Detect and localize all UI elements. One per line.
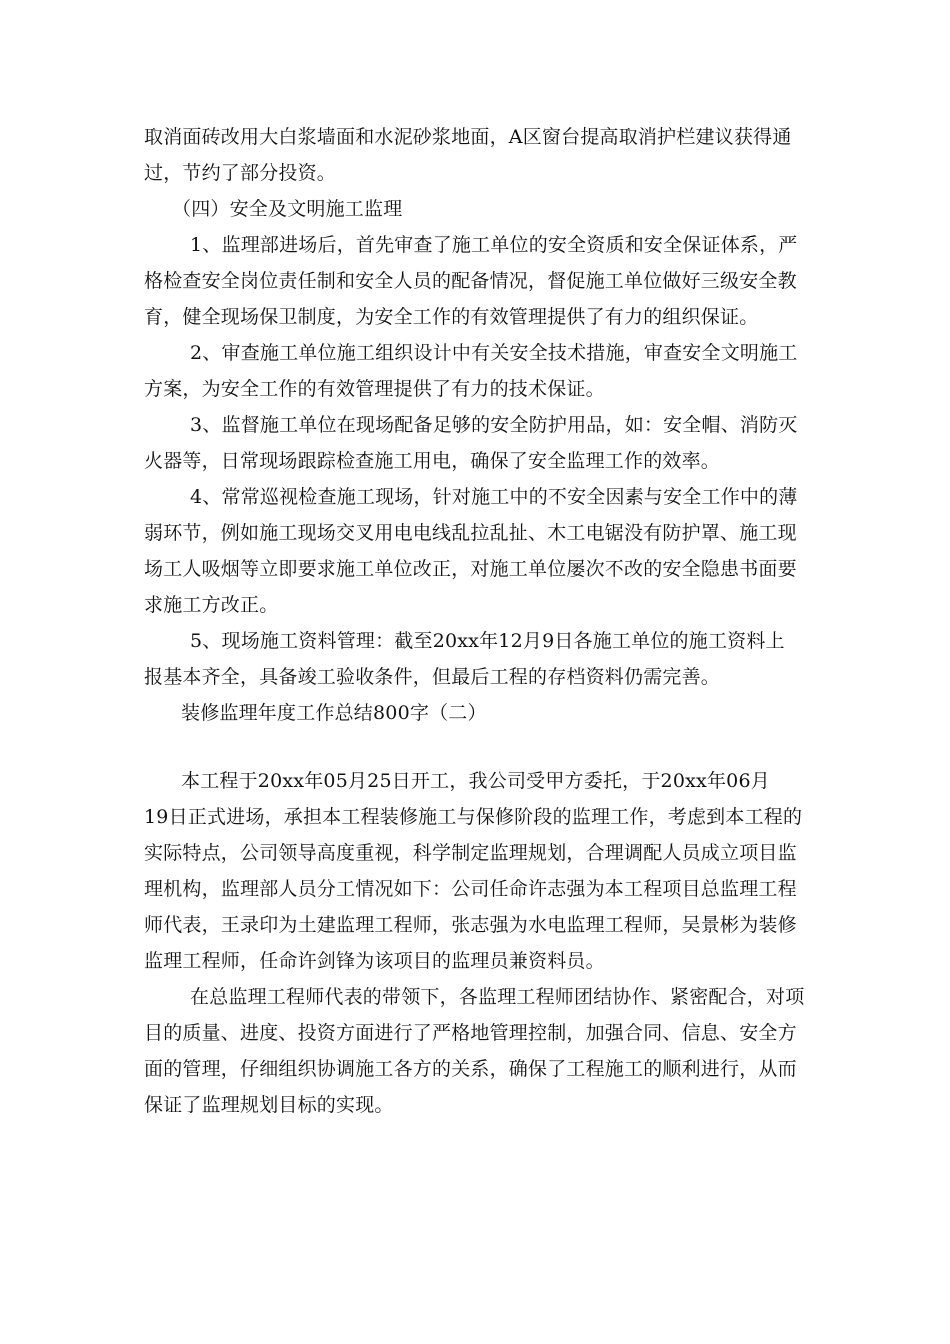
paragraph-line: 报基本齐全，具备竣工验收条件，但最后工程的存档资料仍需完善。	[144, 666, 721, 688]
paragraph-line: 取消面砖改用大白浆墙面和水泥砂浆地面，A区窗台提高取消护栏建议获得通	[144, 126, 792, 148]
paragraph-line: 监理工程师，任命许剑锋为该项目的监理员兼资料员。	[144, 950, 605, 972]
paragraph-line: 2、审查施工单位施工组织设计中有关安全技术措施，审查安全文明施工	[190, 342, 798, 364]
paragraph-line: 面的管理，仔细组织协调施工各方的关系，确保了工程施工的顺利进行，从而	[144, 1058, 797, 1080]
paragraph-line: 1、监理部进场后，首先审查了施工单位的安全资质和安全保证体系，严	[190, 234, 798, 256]
paragraph-line: 格检查安全岗位责任制和安全人员的配备情况，督促施工单位做好三级安全教	[144, 270, 797, 292]
paragraph-line: 保证了监理规划目标的实现。	[144, 1094, 394, 1116]
paragraph-line: 5、现场施工资料管理：截至20xx年12月9日各施工单位的施工资料上	[190, 630, 785, 652]
paragraph-line: 理机构，监理部人员分工情况如下：公司任命许志强为本工程项目总监理工程	[144, 878, 797, 900]
paragraph-line: 求施工方改正。	[144, 594, 279, 616]
paragraph-line: 本工程于20xx年05月25日开工，我公司受甲方委托，于20xx年06月	[181, 770, 770, 792]
paragraph-line: 目的质量、进度、投资方面进行了严格地管理控制，加强合同、信息、安全方	[144, 1022, 797, 1044]
paragraph-line: 过，节约了部分投资。	[144, 162, 337, 184]
paragraph-line: 3、监督施工单位在现场配备足够的安全防护用品，如：安全帽、消防灭	[190, 414, 798, 436]
paragraph-line: 育，健全现场保卫制度，为安全工作的有效管理提供了有力的组织保证。	[144, 306, 759, 328]
paragraph-line: 场工人吸烟等立即要求施工单位改正，对施工单位屡次不改的安全隐患书面要	[144, 558, 797, 580]
paragraph-line: 火器等，日常现场跟踪检查施工用电，确保了安全监理工作的效率。	[144, 450, 721, 472]
paragraph-line: 实际特点，公司领导高度重视，科学制定监理规划，合理调配人员成立项目监	[144, 842, 797, 864]
section-title: 装修监理年度工作总结800字（二）	[181, 702, 487, 724]
paragraph-line: 4、常常巡视检查施工现场，针对施工中的不安全因素与安全工作中的薄	[190, 486, 798, 508]
paragraph-line: 弱环节，例如施工现场交叉用电电线乱拉乱扯、木工电锯没有防护罩、施工现	[144, 522, 797, 544]
paragraph-line: 师代表，王录印为土建监理工程师，张志强为水电监理工程师，吴景彬为装修	[144, 914, 797, 936]
paragraph-line: 在总监理工程师代表的带领下，各监理工程师团结协作、紧密配合，对项	[190, 986, 805, 1008]
paragraph-line: 19日正式进场，承担本工程装修施工与保修阶段的监理工作，考虑到本工程的	[144, 806, 803, 828]
section-heading: （四）安全及文明施工监理	[172, 198, 403, 220]
paragraph-line: 方案，为安全工作的有效管理提供了有力的技术保证。	[144, 378, 605, 400]
